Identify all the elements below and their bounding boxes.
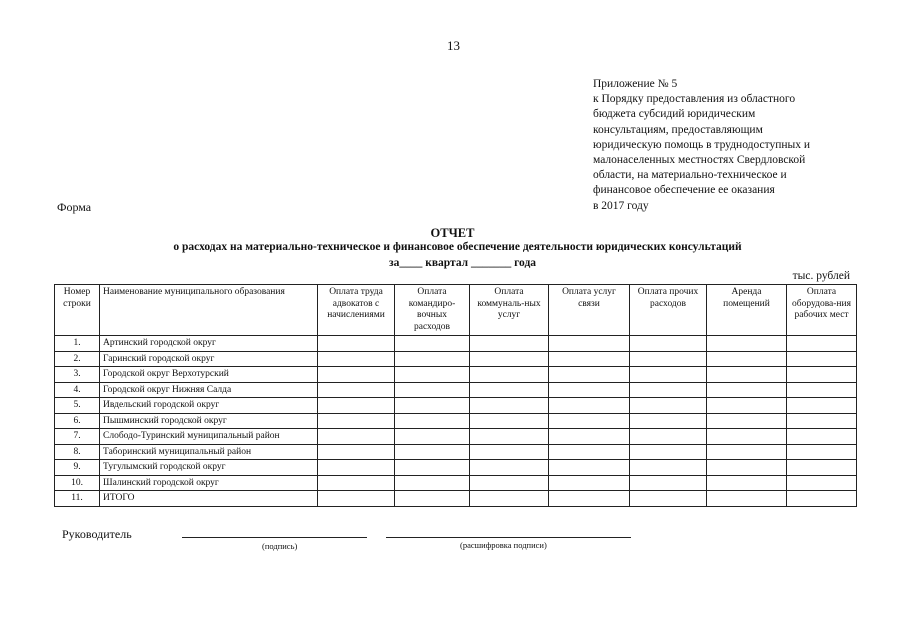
appendix-line: Приложение № 5 — [593, 78, 678, 90]
header-utilities: Оплата коммуналь-ных услуг — [470, 285, 549, 336]
table-row — [55, 429, 857, 445]
cell-travel[interactable] — [395, 336, 470, 352]
row-number: 2. — [55, 351, 100, 367]
municipality-name: Тугулымский городской округ — [100, 460, 318, 476]
cell-travel[interactable] — [395, 413, 470, 429]
cell-travel[interactable] — [395, 429, 470, 445]
cell-communication[interactable] — [549, 444, 630, 460]
appendix-line: консультациям, предоставляющим — [593, 123, 763, 136]
table-row — [55, 475, 857, 491]
page-number: 13 — [447, 38, 460, 53]
cell-other[interactable] — [630, 398, 707, 414]
header-labor: Оплата труда адвокатов с начислениями — [318, 285, 395, 336]
row-number: 5. — [55, 398, 100, 414]
cell-rent[interactable] — [707, 460, 787, 476]
cell-equipment[interactable] — [787, 475, 857, 491]
report-table — [54, 284, 857, 507]
report-title: ОТЧЕТ — [430, 226, 475, 240]
cell-other[interactable] — [630, 367, 707, 383]
row-number: 1. — [55, 336, 100, 352]
cell-utilities[interactable] — [470, 429, 549, 445]
cell-utilities[interactable] — [470, 382, 549, 398]
cell-labor[interactable] — [318, 336, 395, 352]
municipality-name: Ивдельский городской округ — [100, 398, 318, 414]
cell-communication[interactable] — [549, 491, 630, 507]
municipality-name: Городской округ Верхотурский — [100, 367, 318, 383]
cell-communication[interactable] — [549, 413, 630, 429]
cell-other[interactable] — [630, 413, 707, 429]
header-other: Оплата прочих расходов — [630, 285, 707, 336]
table-row — [55, 460, 857, 476]
cell-travel[interactable] — [395, 398, 470, 414]
row-number: 6. — [55, 413, 100, 429]
header-row-number: Номер строки — [55, 285, 100, 336]
report-subtitle: о расходах на материально-техническое и финансовое обеспечение деятельности юридических консультаций — [173, 241, 742, 253]
cell-equipment[interactable] — [787, 444, 857, 460]
appendix-line: финансовое обеспечение ее оказания — [593, 184, 775, 197]
total-label: ИТОГО — [100, 491, 318, 507]
cell-rent[interactable] — [707, 336, 787, 352]
cell-rent[interactable] — [707, 429, 787, 445]
cell-equipment[interactable] — [787, 351, 857, 367]
cell-other[interactable] — [630, 444, 707, 460]
cell-communication[interactable] — [549, 475, 630, 491]
cell-other[interactable] — [630, 460, 707, 476]
cell-labor[interactable] — [318, 398, 395, 414]
cell-communication[interactable] — [549, 336, 630, 352]
name-decode-caption: (расшифровка подписи) — [460, 540, 547, 550]
appendix-line: области, на материально-техническое и — [593, 169, 787, 182]
row-number: 11. — [55, 491, 100, 507]
cell-utilities[interactable] — [470, 351, 549, 367]
header-travel: Оплата командиро-вочных расходов — [395, 285, 470, 336]
cell-utilities[interactable] — [470, 491, 549, 507]
cell-other[interactable] — [630, 491, 707, 507]
table-row — [55, 367, 857, 383]
row-number: 9. — [55, 460, 100, 476]
cell-utilities[interactable] — [470, 398, 549, 414]
cell-equipment[interactable] — [787, 382, 857, 398]
cell-rent[interactable] — [707, 367, 787, 383]
cell-travel[interactable] — [395, 382, 470, 398]
cell-equipment[interactable] — [787, 491, 857, 507]
cell-labor[interactable] — [318, 429, 395, 445]
table-row-total — [55, 491, 857, 507]
row-number: 7. — [55, 429, 100, 445]
municipality-name: Шалинский городской округ — [100, 475, 318, 491]
cell-equipment[interactable] — [787, 413, 857, 429]
cell-rent[interactable] — [707, 398, 787, 414]
cell-equipment[interactable] — [787, 460, 857, 476]
header-rent: Аренда помещений — [707, 285, 787, 336]
table-row — [55, 336, 857, 352]
cell-travel[interactable] — [395, 475, 470, 491]
cell-labor[interactable] — [318, 351, 395, 367]
table-row — [55, 382, 857, 398]
appendix-line: бюджета субсидий юридическим — [593, 108, 756, 121]
header-equipment: Оплата оборудова-ния рабочих мест — [787, 285, 857, 336]
appendix-note — [593, 77, 893, 214]
cell-rent[interactable] — [707, 491, 787, 507]
header-communication: Оплата услуг связи — [549, 285, 630, 336]
municipality-name: Городской округ Нижняя Салда — [100, 382, 318, 398]
table-row — [55, 351, 857, 367]
appendix-line: в 2017 году — [593, 199, 649, 212]
cell-equipment[interactable] — [787, 429, 857, 445]
cell-utilities[interactable] — [470, 444, 549, 460]
cell-equipment[interactable] — [787, 398, 857, 414]
cell-utilities[interactable] — [470, 413, 549, 429]
header-name: Наименование муниципального образования — [100, 285, 318, 336]
appendix-line: малонаселенных местностях Свердловской — [593, 154, 806, 167]
cell-labor[interactable] — [318, 460, 395, 476]
municipality-name: Артинский городской округ — [100, 336, 318, 352]
table-header-row — [55, 285, 857, 336]
cell-equipment[interactable] — [787, 367, 857, 383]
signature-line[interactable] — [182, 537, 367, 538]
table-row — [55, 413, 857, 429]
cell-labor[interactable] — [318, 413, 395, 429]
appendix-line: к Порядку предоставления из областного — [593, 93, 796, 106]
cell-communication[interactable] — [549, 351, 630, 367]
cell-utilities[interactable] — [470, 367, 549, 383]
row-number: 10. — [55, 475, 100, 491]
name-decode-line[interactable] — [386, 537, 631, 538]
cell-labor[interactable] — [318, 367, 395, 383]
cell-travel[interactable] — [395, 444, 470, 460]
cell-labor[interactable] — [318, 444, 395, 460]
cell-travel[interactable] — [395, 491, 470, 507]
row-number: 4. — [55, 382, 100, 398]
cell-travel[interactable] — [395, 367, 470, 383]
cell-communication[interactable] — [549, 382, 630, 398]
cell-communication[interactable] — [549, 367, 630, 383]
row-number: 8. — [55, 444, 100, 460]
table-row — [55, 444, 857, 460]
cell-labor[interactable] — [318, 475, 395, 491]
cell-communication[interactable] — [549, 398, 630, 414]
cell-other[interactable] — [630, 382, 707, 398]
cell-other[interactable] — [630, 336, 707, 352]
cell-rent[interactable] — [707, 351, 787, 367]
cell-labor[interactable] — [318, 382, 395, 398]
municipality-name: Слободо-Туринский муниципальный район — [100, 429, 318, 445]
cell-communication[interactable] — [549, 460, 630, 476]
signature-label: Руководитель — [62, 527, 132, 541]
cell-equipment[interactable] — [787, 336, 857, 352]
cell-travel[interactable] — [395, 460, 470, 476]
cell-utilities[interactable] — [470, 475, 549, 491]
cell-rent[interactable] — [707, 475, 787, 491]
report-period: за____ квартал _______ года — [388, 257, 537, 269]
municipality-name: Пышминский городской округ — [100, 413, 318, 429]
row-number: 3. — [55, 367, 100, 383]
cell-communication[interactable] — [549, 429, 630, 445]
cell-rent[interactable] — [707, 382, 787, 398]
form-label: Форма — [57, 200, 92, 214]
cell-other[interactable] — [630, 475, 707, 491]
table-row — [55, 398, 857, 414]
cell-other[interactable] — [630, 351, 707, 367]
cell-labor[interactable] — [318, 491, 395, 507]
municipality-name: Гаринский городской округ — [100, 351, 318, 367]
cell-rent[interactable] — [707, 413, 787, 429]
cell-other[interactable] — [630, 429, 707, 445]
appendix-line: юридическую помощь в труднодоступных и — [593, 138, 811, 151]
cell-rent[interactable] — [707, 444, 787, 460]
signature-caption: (подпись) — [262, 541, 298, 551]
cell-utilities[interactable] — [470, 336, 549, 352]
cell-utilities[interactable] — [470, 460, 549, 476]
units-label: тыс. рублей — [792, 270, 850, 282]
municipality-name: Таборинский муниципальный район — [100, 444, 318, 460]
cell-travel[interactable] — [395, 351, 470, 367]
